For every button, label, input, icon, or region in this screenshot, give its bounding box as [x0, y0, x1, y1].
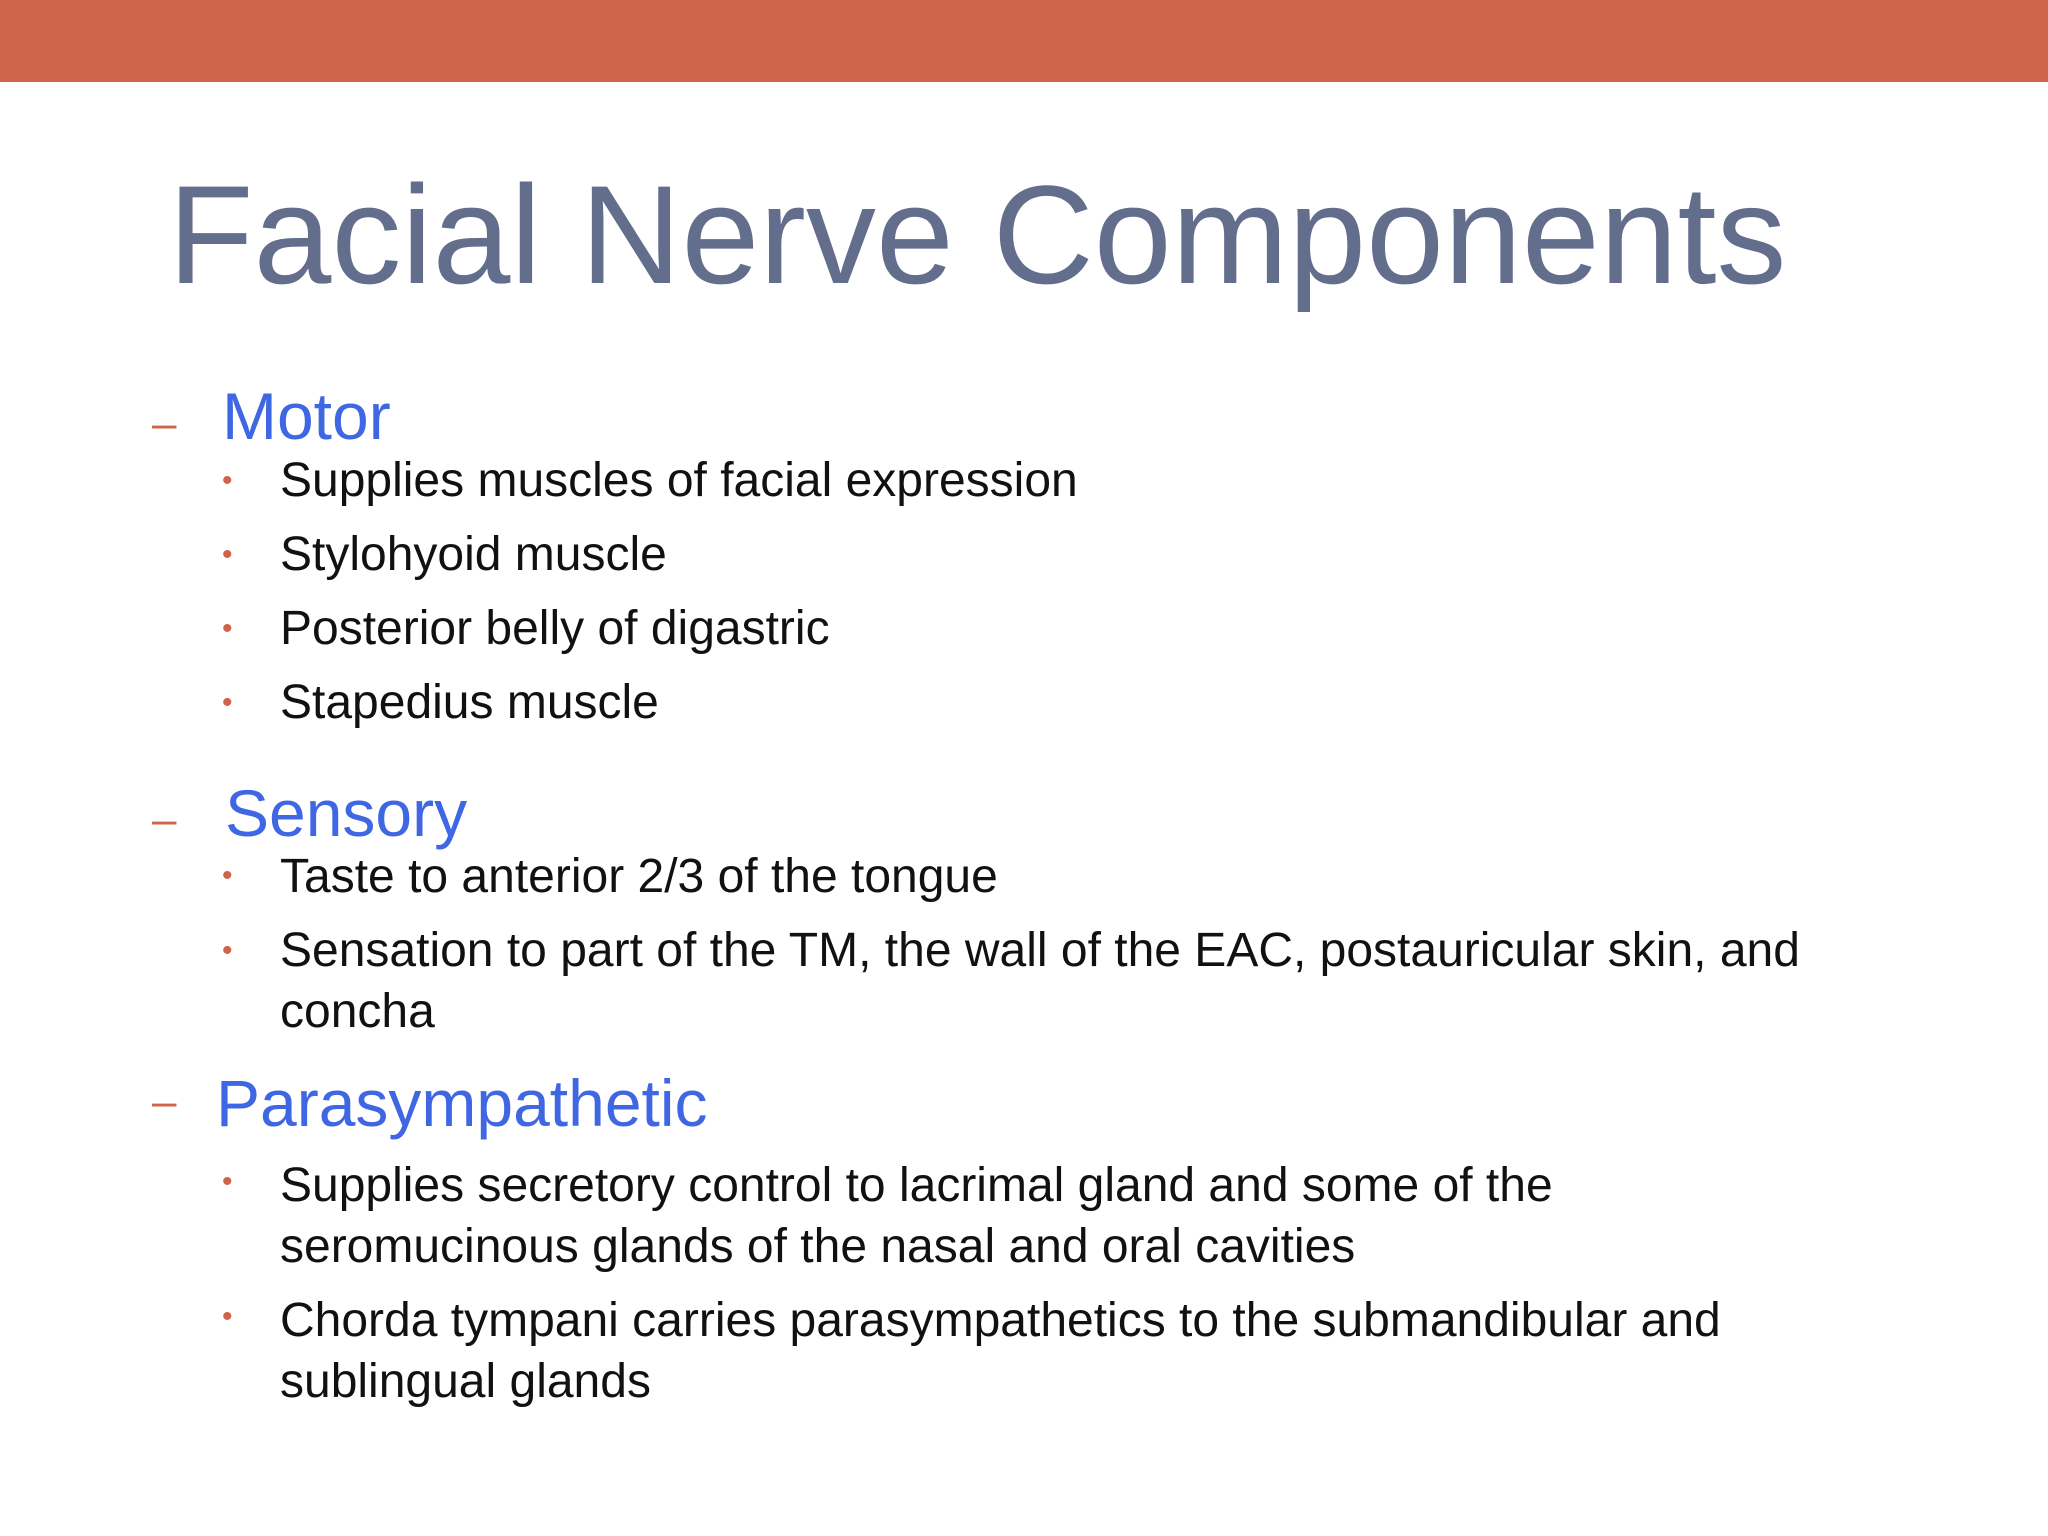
bullet-marker: •: [222, 1165, 233, 1198]
bullet-marker: •: [222, 538, 233, 571]
list-item: Stylohyoid muscle: [280, 528, 667, 581]
list-item: Chorda tympani carries parasympathetics to the submandibular and sublingual glands: [280, 1294, 1721, 1408]
section-heading-sensory: Sensory: [225, 776, 468, 850]
section-heading-parasympathetic: Parasympathetic: [216, 1066, 708, 1140]
list-item: Posterior belly of digastric: [280, 602, 830, 655]
list-item: Supplies secretory control to lacrimal gland and some of the seromucinous glands of the nasal and oral cavities: [280, 1159, 1553, 1273]
bullet-marker: •: [222, 859, 233, 892]
bullet-marker: •: [222, 1300, 233, 1333]
bullet-marker: •: [222, 686, 233, 719]
section-heading-motor: Motor: [222, 379, 391, 453]
bullet-marker: •: [222, 464, 233, 497]
list-item: Supplies muscles of facial expression: [280, 454, 1078, 507]
top-accent-bar: [0, 0, 2048, 82]
parasympathetic-dash-marker: –: [152, 1077, 177, 1126]
list-item: Sensation to part of the TM, the wall of the EAC, postauricular skin, and concha: [280, 924, 1800, 1038]
motor-dash-marker: –: [152, 399, 177, 448]
sensory-dash-marker: –: [152, 795, 177, 844]
slide-title: Facial Nerve Components: [168, 156, 1787, 313]
list-item: Taste to anterior 2/3 of the tongue: [280, 850, 998, 903]
bullet-marker: •: [222, 612, 233, 645]
list-item: Stapedius muscle: [280, 676, 659, 729]
bullet-marker: •: [222, 934, 233, 967]
